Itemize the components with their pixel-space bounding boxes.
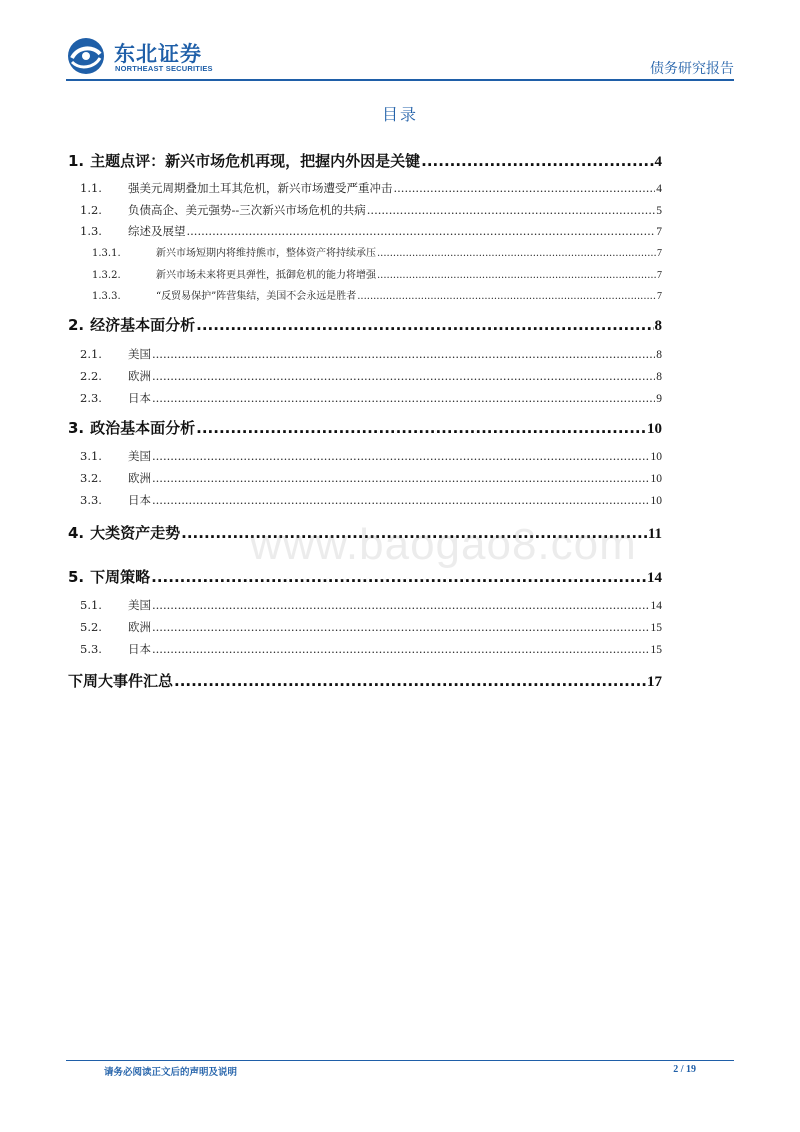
toc-entry-number: 3.: [68, 419, 85, 437]
toc-leader-dots: [151, 568, 646, 586]
toc-leader-dots: [196, 316, 653, 334]
toc-entry-number: 2.3.: [80, 391, 102, 405]
toc-entry-page: 7: [656, 226, 662, 238]
toc-entry[interactable]: [68, 244, 662, 259]
toc-leader-dots: [152, 471, 650, 485]
toc-entry-title: 政治基本面分析: [90, 419, 196, 437]
toc-entry-page: 4: [654, 154, 662, 170]
toc-entry-page: 8: [656, 349, 662, 361]
toc-leader-dots: [174, 672, 646, 690]
toc-entry-title: 强美元周期叠加土耳其危机，新兴市场遭受严重冲击: [128, 181, 393, 195]
logo-text-en: NORTHEAST SECURITIES: [115, 64, 213, 73]
toc-entry-page: 15: [650, 644, 662, 656]
toc-entry[interactable]: [68, 390, 662, 406]
toc-leader-dots: [152, 369, 655, 383]
toc-entry[interactable]: [68, 670, 662, 691]
toc-entry-title: 欧洲: [128, 369, 151, 383]
toc-entry-number: 5.3.: [80, 642, 102, 656]
toc-entry-title: 欧洲: [128, 471, 151, 485]
toc-entry-page: 10: [650, 473, 662, 485]
toc-leader-dots: [357, 291, 656, 302]
toc-entry-page: 9: [656, 393, 662, 405]
toc-entry-number: 3.3.: [80, 493, 102, 507]
toc-entry[interactable]: [68, 150, 662, 171]
toc-leader-dots: [152, 449, 650, 463]
toc-entry-title: 新兴市场短期内将维持熊市，整体资产将持续承压: [156, 248, 376, 259]
toc-entry-number: 1.2.: [80, 203, 102, 217]
toc-entry[interactable]: [68, 492, 662, 508]
toc-entry[interactable]: [68, 287, 662, 302]
toc-entry[interactable]: [68, 448, 662, 464]
toc-entry-number: 2.: [68, 316, 85, 334]
toc-entry-page: 7: [657, 291, 662, 302]
toc-entry-page: 14: [647, 570, 662, 586]
toc-entry[interactable]: [68, 619, 662, 635]
toc-leader-dots: [152, 642, 650, 656]
toc-leader-dots: [152, 598, 650, 612]
toc-leader-dots: [152, 493, 650, 507]
toc-leader-dots: [377, 270, 656, 281]
toc-entry[interactable]: [68, 641, 662, 657]
toc-entry-number: 1.1.: [80, 181, 102, 195]
toc-entry-title: 大类资产走势: [90, 524, 181, 542]
toc-entry-page: 7: [657, 270, 662, 281]
footer-divider: [66, 1060, 734, 1061]
toc-entry[interactable]: [68, 202, 662, 218]
toc-entry-title: 综述及展望: [128, 224, 186, 238]
toc-entry-page: 17: [647, 674, 662, 690]
northeast-securities-logo-icon: [66, 36, 106, 76]
toc-entry-title: 日本: [128, 493, 151, 507]
toc-entry-number: 3.2.: [80, 471, 102, 485]
toc-entry-page: 14: [650, 600, 662, 612]
toc-entry[interactable]: [68, 314, 662, 335]
toc-entry-title: 经济基本面分析: [90, 316, 196, 334]
toc-entry-number: 5.: [68, 568, 85, 586]
toc-entry[interactable]: [68, 180, 662, 196]
toc-entry-page: 5: [656, 205, 662, 217]
toc-entry-title: 美国: [128, 347, 151, 361]
toc-entry-number: 4.: [68, 524, 85, 542]
toc-title: 目录: [381, 105, 418, 124]
toc-leader-dots: [421, 152, 653, 170]
toc-entry-title: 新兴市场未来将更具弹性，抵御危机的能力将增强: [156, 270, 376, 281]
toc-entry-title: 下周策略: [90, 568, 151, 586]
toc-leader-dots: [152, 347, 655, 361]
toc-entry-number: 5.2.: [80, 620, 102, 634]
toc-entry-title: 美国: [128, 598, 151, 612]
toc-entry-number: 1.3.: [80, 224, 102, 238]
header-divider: [66, 79, 734, 81]
toc-leader-dots: [152, 620, 650, 634]
toc-entry[interactable]: [68, 266, 662, 281]
toc-entry[interactable]: [68, 368, 662, 384]
toc-entry[interactable]: [68, 470, 662, 486]
toc-entry-title: 日本: [128, 391, 151, 405]
toc-entry-title: 负债高企、美元强势--三次新兴市场危机的共病: [128, 203, 366, 217]
toc-entry-title: 美国: [128, 449, 151, 463]
toc-entry-number: 2.1.: [80, 347, 102, 361]
toc-entry-number: 2.2.: [80, 369, 102, 383]
toc-entry-title: 下周大事件汇总: [68, 672, 174, 690]
toc-entry-number: 1.: [68, 152, 85, 170]
toc-entry-page: 8: [654, 318, 662, 334]
logo-text-cn: 东北证券: [114, 42, 202, 66]
toc-entry-number: 3.1.: [80, 449, 102, 463]
footer-disclaimer: 请务必阅读正文后的声明及说明: [104, 1067, 238, 1078]
toc-entry-page: 8: [656, 371, 662, 383]
toc-entry-title: “反贸易保护”阵营集结，美国不会永远是胜者: [156, 291, 357, 302]
toc-entry-number: 1.3.1.: [92, 248, 121, 259]
page-header: [66, 28, 734, 80]
toc-entry[interactable]: [68, 417, 662, 438]
watermark: www.baogao8.com: [250, 520, 637, 569]
toc-leader-dots: [367, 203, 655, 217]
toc-entry-number: 1.3.2.: [92, 270, 121, 281]
toc-leader-dots: [187, 224, 656, 238]
toc-entry-page: 10: [650, 451, 662, 463]
toc-entry-page: 4: [656, 183, 662, 195]
toc-leader-dots: [377, 248, 656, 259]
report-type-label: 债务研究报告: [650, 61, 734, 77]
toc-entry-title: 欧洲: [128, 620, 151, 634]
toc-entry-page: 15: [650, 622, 662, 634]
toc-entry-title: 日本: [128, 642, 151, 656]
toc-entry[interactable]: [68, 346, 662, 362]
toc-entry[interactable]: [68, 223, 662, 239]
toc-entry-title: 主题点评：新兴市场危机再现，把握内外因是关键: [90, 152, 421, 170]
toc-leader-dots: [196, 419, 646, 437]
toc-entry-page: 11: [647, 526, 662, 542]
toc-entry-number: 5.1.: [80, 598, 102, 612]
toc-entry-page: 10: [650, 495, 662, 507]
toc-entry-number: 1.3.3.: [92, 291, 121, 302]
toc-entry[interactable]: [68, 597, 662, 613]
toc-entry-page: 10: [647, 421, 662, 437]
toc-leader-dots: [152, 391, 655, 405]
toc-entry-page: 7: [657, 248, 662, 259]
toc-leader-dots: [394, 181, 656, 195]
page-number: 2 / 19: [673, 1064, 696, 1075]
